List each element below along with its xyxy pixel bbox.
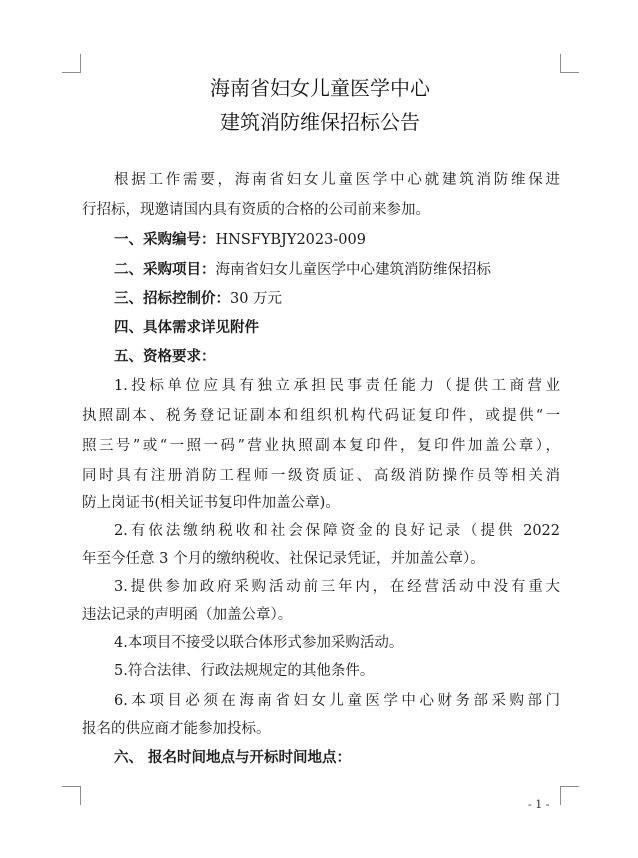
intro-line1: 根据工作需要，海南省妇女儿童医学中心就建筑消防维保进 bbox=[114, 172, 560, 188]
requirement-5: 5.符合法律、行政法规规定的其他条件。 bbox=[114, 663, 375, 679]
crop-mark-top-right bbox=[560, 54, 579, 73]
requirement-6-line1: 6.本项目必须在海南省妇女儿童医学中心财务部采购部门 bbox=[114, 693, 560, 709]
intro-line2: 行招标，现邀请国内具有资质的合格的公司前来参加。 bbox=[82, 202, 430, 218]
procurement-project-value: 海南省妇女儿童医学中心建筑消防维保招标 bbox=[215, 262, 491, 278]
section-qualification: 五、资格要求： bbox=[114, 348, 216, 365]
section-control-price bbox=[82, 289, 560, 309]
section-procurement-project bbox=[82, 260, 560, 280]
requirement-3-line2: 违法记录的声明函（加盖公章）。 bbox=[82, 607, 293, 623]
requirement-2-line2: 年至今任意 3 个月的缴纳税收、社保记录凭证，并加盖公章）。 bbox=[82, 551, 485, 567]
crop-mark-bottom-left bbox=[62, 786, 81, 805]
section-procurement-number bbox=[82, 230, 560, 250]
control-price-value: 30 万元 bbox=[230, 291, 283, 307]
crop-mark-top-left bbox=[62, 54, 81, 73]
procurement-number-value: HNSFYBJY2023-009 bbox=[215, 232, 366, 248]
requirement-2-line1: 2.有依法缴纳税收和社会保障资金的良好记录（提供 2022 bbox=[114, 523, 560, 539]
section-registration-time-place: 六、 报名时间地点与开标时间地点： bbox=[114, 749, 352, 766]
requirement-1-line1: 1.投标单位应具有独立承担民事责任能力（提供工商营业 bbox=[114, 378, 560, 394]
requirement-3-line1: 3.提供参加政府采购活动前三年内，在经营活动中没有重大 bbox=[114, 579, 560, 595]
requirement-1-line4: 同时具有注册消防工程师一级资质证、高级消防操作员等相关消 bbox=[82, 468, 560, 484]
requirement-4: 4.本项目不接受以联合体形式参加采购活动。 bbox=[114, 635, 404, 651]
section-requirements-attachment: 四、具体需求详见附件 bbox=[114, 319, 259, 336]
requirement-1-line3: 照三号”或“一照一码”营业执照副本复印件，复印件加盖公章）， bbox=[82, 438, 560, 454]
page-number: - 1 - bbox=[528, 798, 550, 811]
control-price-label: 三、招标控制价： bbox=[114, 290, 230, 307]
requirement-1-line5: 防上岗证书(相关证书复印件加盖公章)。 bbox=[82, 495, 340, 511]
procurement-project-label: 二、采购项目： bbox=[114, 261, 216, 278]
crop-mark-bottom-right bbox=[560, 786, 579, 805]
procurement-number-label: 一、采购编号： bbox=[114, 231, 216, 248]
requirement-1-line2: 执照副本、税务登记证副本和组织机构代码证复印件，或提供“一 bbox=[82, 408, 560, 424]
document-title-line1: 海南省妇女儿童医学中心 bbox=[210, 76, 430, 100]
document-title-line2: 建筑消防维保招标公告 bbox=[220, 110, 420, 134]
requirement-6-line2: 报名的供应商才能参加投标。 bbox=[82, 721, 271, 737]
